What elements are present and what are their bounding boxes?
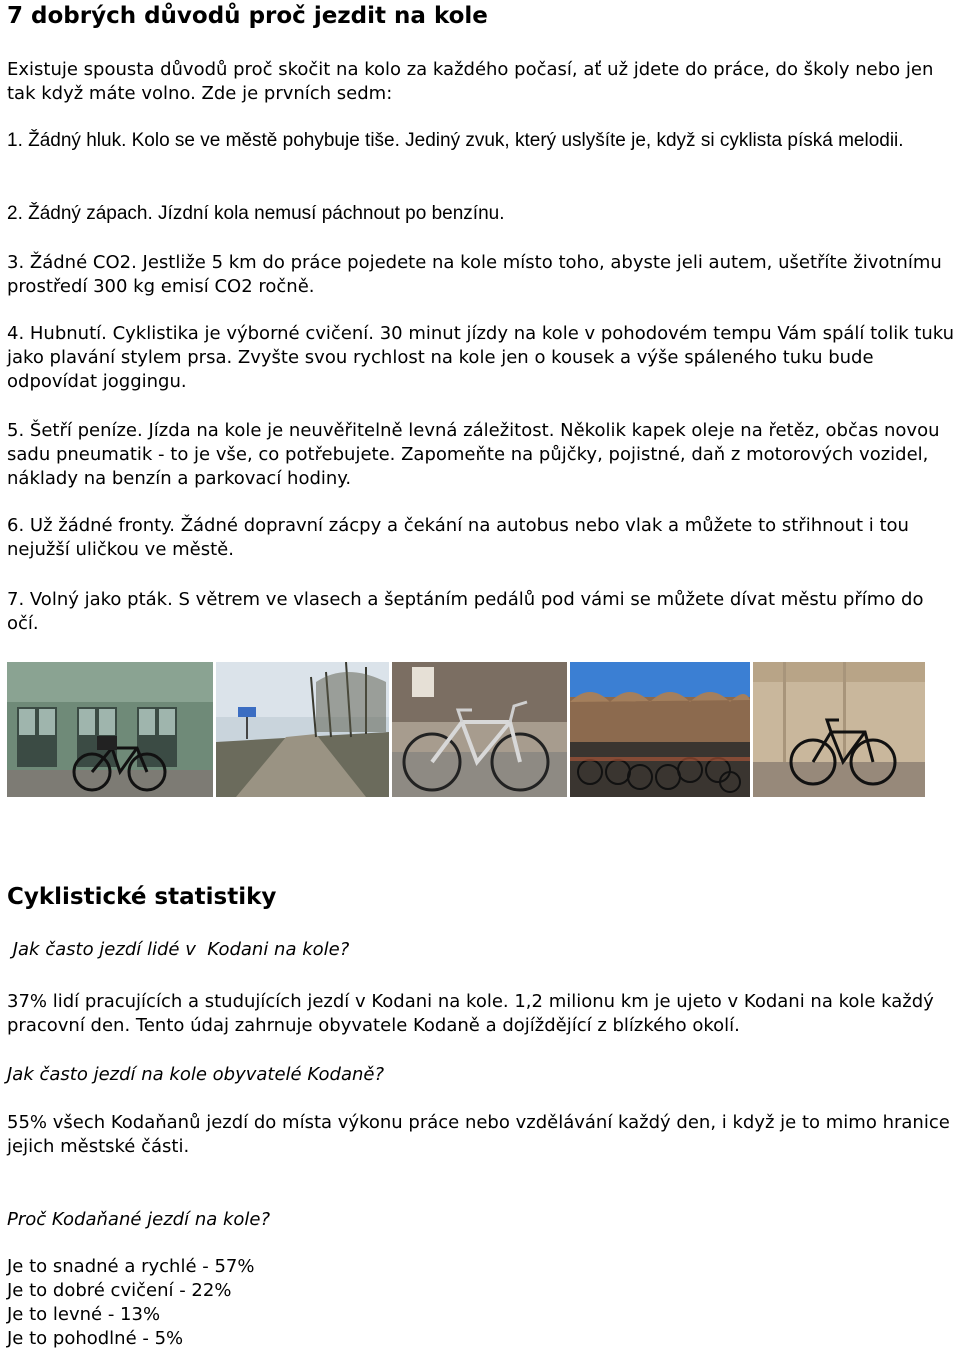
bicycle-station-photo bbox=[570, 662, 750, 797]
photo-strip bbox=[7, 662, 925, 797]
bicycle-path-photo bbox=[216, 662, 389, 797]
bicycle-green-building-photo bbox=[7, 662, 213, 797]
stats-reason-3: Je to levné - 13% bbox=[7, 1304, 161, 1325]
intro-paragraph: Existuje spousta důvodů proč skočit na kolo za každého počasí, ať už jdete do práce, do školy nebo jen tak když máte volno. Zde je prvních sedm: bbox=[7, 59, 934, 104]
stats-question-1: Jak často jezdí lidé v Kodani na kole? bbox=[7, 939, 350, 960]
reason-5: 5. Šetří peníze. Jízda na kole je neuvěřitelně levná záležitost. Několik kapek oleje na řetěz, občas novou sadu pneumatik - to je vše, co potřebujete. Zapomeňte na půjčky, pojistné, daň z motorových vozidel, náklady na benzín a parkovací hodiny. bbox=[7, 420, 940, 489]
stats-answer-2: 55% všech Kodaňanů jezdí do místa výkonu práce nebo vzdělávání každý den, i když je to mimo hranice jejich městské části. bbox=[7, 1112, 950, 1157]
reason-1: 1. Žádný hluk. Kolo se ve městě pohybuje tiše. Jediný zvuk, který uslyšíte je, když si cyklista píská melodii. bbox=[7, 130, 904, 151]
reason-2: 2. Žádný zápach. Jízdní kola nemusí páchnout po benzínu. bbox=[7, 203, 505, 224]
bicycle-parked-photo bbox=[392, 662, 567, 797]
reason-3: 3. Žádné CO2. Jestliže 5 km do práce pojedete na kole místo toho, abyste jeli autem, ušetříte životnímu prostředí 300 kg emisí CO2 ročně. bbox=[7, 252, 942, 297]
reason-6: 6. Už žádné fronty. Žádné dopravní zácpy a čekání na autobus nebo vlak a můžete to střihnout i tou nejužší uličkou ve městě. bbox=[7, 515, 909, 560]
stats-reason-4: Je to pohodlné - 5% bbox=[7, 1328, 184, 1349]
reason-4: 4. Hubnutí. Cyklistika je výborné cvičení. 30 minut jízdy na kole v pohodovém tempu Vám spálí tolik tuku jako plavání stylem prsa. Zvyšte svou rychlost na kole jen o kousek a výše spáleného tuku bude odpovídat joggingu. bbox=[7, 323, 955, 392]
stats-question-2: Jak často jezdí na kole obyvatelé Kodaně? bbox=[7, 1064, 385, 1085]
stats-reason-1: Je to snadné a rychlé - 57% bbox=[7, 1256, 255, 1277]
reason-7: 7. Volný jako pták. S větrem ve vlasech a šeptáním pedálů pod vámi se můžete dívat městu přímo do očí. bbox=[7, 589, 924, 634]
stats-question-3: Proč Kodaňané jezdí na kole? bbox=[7, 1209, 271, 1230]
stats-heading: Cyklistické statistiky bbox=[7, 884, 277, 910]
stats-reason-2: Je to dobré cvičení - 22% bbox=[7, 1280, 232, 1301]
bicycle-wall-photo bbox=[753, 662, 925, 797]
page-title: 7 dobrých důvodů proč jezdit na kole bbox=[7, 3, 488, 29]
stats-answer-1: 37% lidí pracujících a studujících jezdí v Kodani na kole. 1,2 milionu km je ujeto v Kodani na kole každý pracovní den. Tento údaj zahrnuje obyvatele Kodaně a dojíždějící z blízkého okolí. bbox=[7, 991, 934, 1036]
